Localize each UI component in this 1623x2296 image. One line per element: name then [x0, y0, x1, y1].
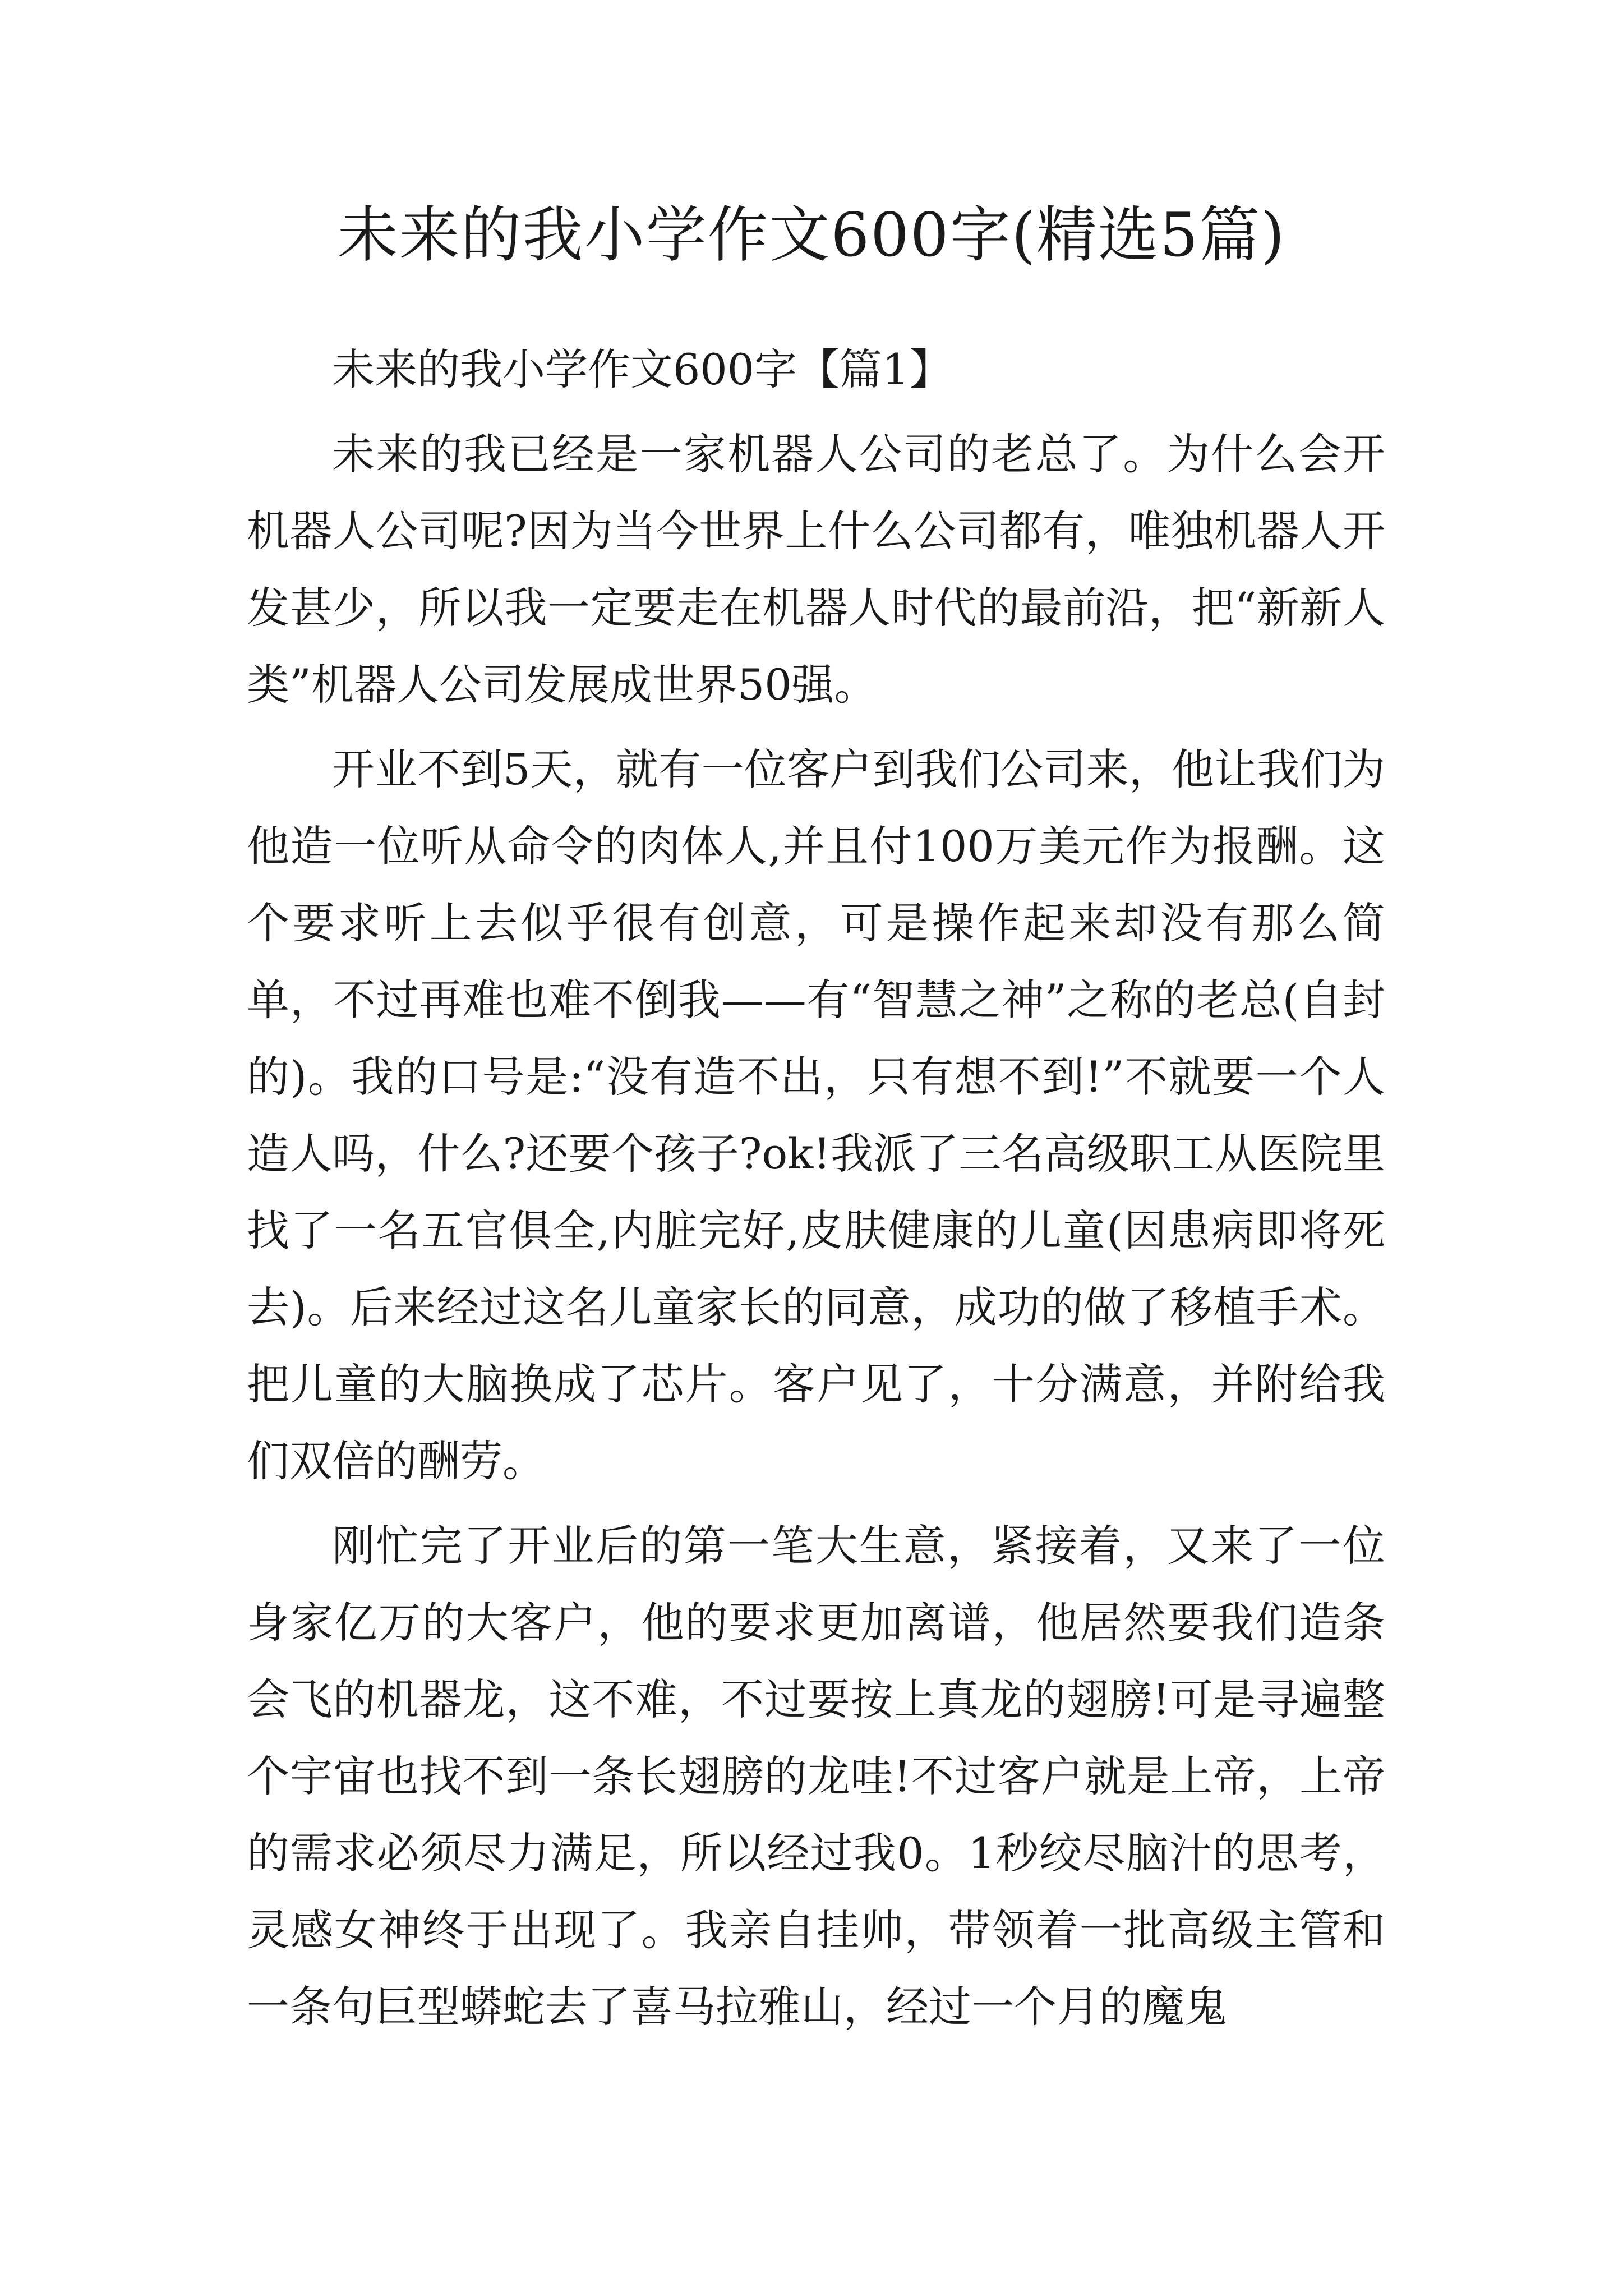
document-body: [247, 331, 1385, 2045]
spacer: [247, 723, 1385, 731]
document-title: 未来的我小学作文600字(精选5篇): [337, 200, 1286, 270]
spacer: [247, 408, 1385, 416]
section-heading: 未来的我小学作文600字【篇1】: [332, 344, 952, 394]
paragraph-3: 刚忙完了开业后的第一笔大生意，紧接着，又来了一位身家亿万的大客户，他的要求更加离谱，他居然要我们造条会飞的机器龙，这不难，不过要按上真龙的翅膀!可是寻遍整个宇宙也找不到一条长翅膀的龙哇!不过客户就是上帝，上帝的需求必须尽力满足，所以经过我0。1秒绞尽脑汁的思考，灵感女神终于出现了。我亲自挂帅，带领着一批高级主管和一条句巨型蟒蛇去了喜马拉雅山，经过一个月的魔鬼: [247, 1521, 1385, 2032]
paragraph-2: 开业不到5天，就有一位客户到我们公司来，他让我们为他造一位听从命令的肉体人,并且付100万美元作为报酬。这个要求听上去似乎很有创意，可是操作起来却没有那么简单，不过再难也难不倒我——有“智慧之神”之称的老总(自封的)。我的口号是:“没有造不出，只有想不到!”不就要一个人造人吗，什么?还要个孩子?ok!我派了三名高级职工从医院里找了一名五官俱全,内脏完好,皮肤健康的儿童(因患病即将死去)。后来经过这名儿童家长的同意，成功的做了移植手术。把儿童的大脑换成了芯片。客户见了，十分满意，并附给我们双倍的酬劳。: [247, 744, 1385, 1486]
paragraph-1: 未来的我已经是一家机器人公司的老总了。为什么会开机器人公司呢?因为当今世界上什么公司都有，唯独机器人开发甚少，所以我一定要走在机器人时代的最前沿，把“新新人类”机器人公司发展成世界50强。: [247, 429, 1385, 710]
spacer: [247, 1499, 1385, 1507]
